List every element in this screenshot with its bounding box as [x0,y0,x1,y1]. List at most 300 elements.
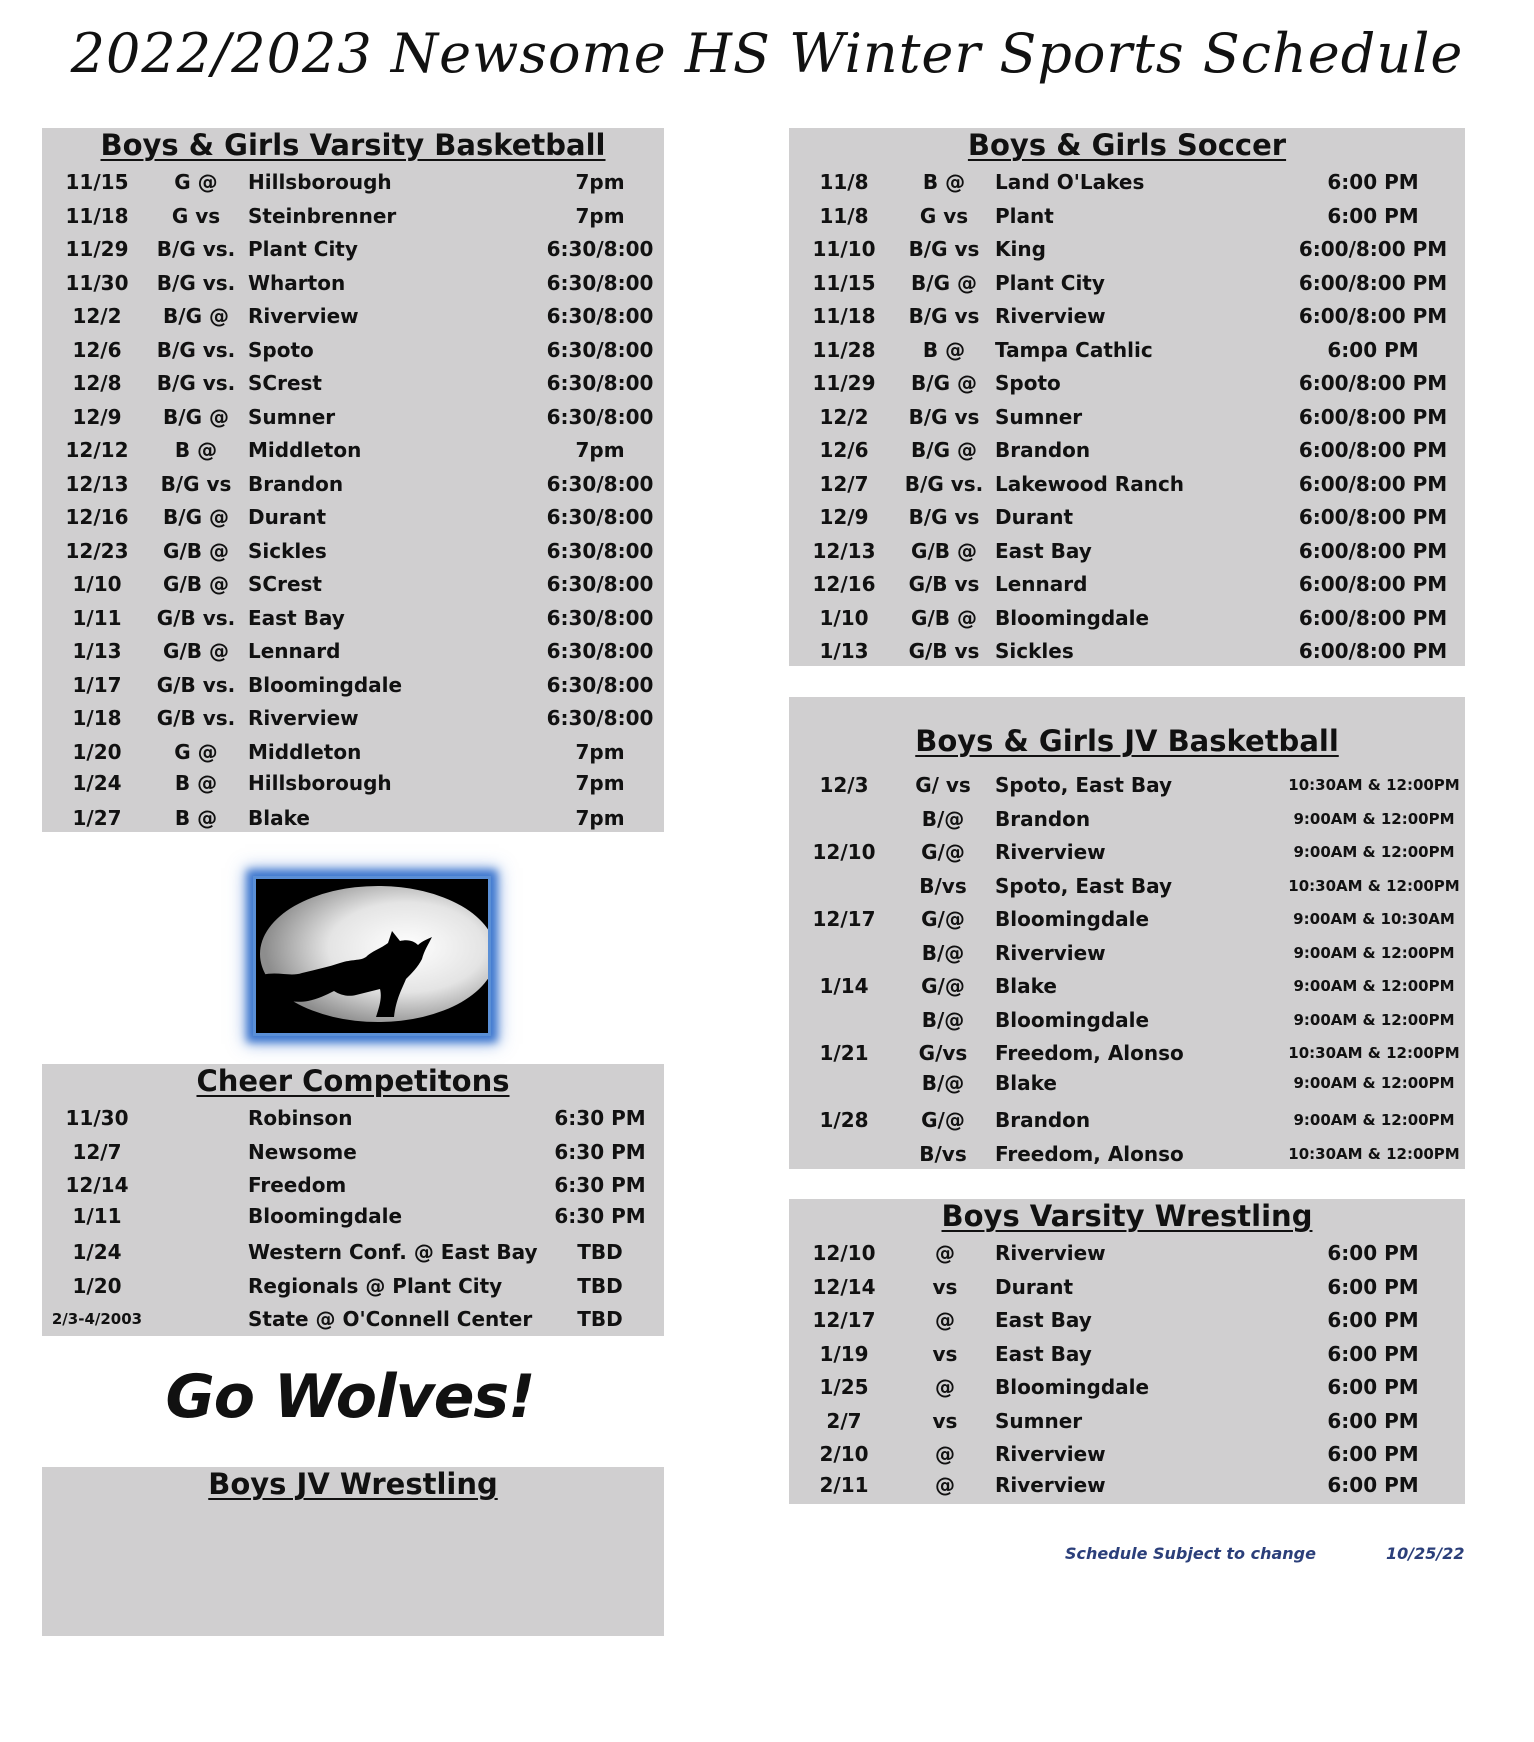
game-time: 9:00AM & 12:00PM [1293,1074,1455,1092]
game-time: 6:00/8:00 PM [1298,371,1448,395]
game-date: 12/9 [819,505,869,529]
game-date: 1/10 [819,605,869,630]
opponent: Brandon [995,806,1091,831]
team-venue: G/@ [921,1108,965,1132]
event-date: 11/30 [65,1106,129,1130]
game-date: 1/14 [819,974,869,998]
opponent: East Bay [995,538,1092,563]
game-time: 9:00AM & 12:00PM [1293,943,1455,962]
jv-basketball-row [789,803,1465,835]
opponent: Sumner [995,404,1083,429]
varsity-basketball-row [42,233,664,265]
game-time: 6:00 PM [1327,203,1419,228]
team-venue: B/G @ [163,304,229,328]
wrestling-title: Boys Varsity Wrestling [941,1199,1313,1233]
match-date: 2/11 [819,1472,869,1497]
game-date: 12/17 [812,907,876,931]
game-date: 12/16 [65,505,129,529]
cheer-row [42,1303,664,1335]
event-name: Newsome [248,1139,357,1164]
opponent: Riverview [995,1241,1106,1265]
match-time: 6:00 PM [1327,1341,1419,1366]
event-name: Regionals @ Plant City [248,1273,503,1298]
opponent: East Bay [995,1308,1092,1332]
team-venue: B/G vs. [156,337,236,362]
jv-basketball-row [789,1004,1465,1036]
team-venue: B/G vs [908,237,980,261]
game-date: 1/27 [72,805,122,830]
game-date: 12/23 [65,538,129,563]
team-venue: G/B vs. [156,706,236,730]
team-venue: G/B vs. [156,672,236,697]
soccer-row [789,635,1465,667]
opponent: Blake [248,805,310,830]
jv-basketball-row [789,1037,1465,1069]
opponent: Spoto, East Bay [995,773,1173,797]
team-venue: G/@ [921,974,965,998]
event-date: 12/7 [72,1139,122,1164]
cheer-row [42,1200,664,1232]
wrestling-row [789,1469,1465,1501]
team-venue: G/B @ [911,605,977,630]
team-venue: G @ [174,170,218,194]
match-date: 1/19 [819,1341,869,1366]
team-venue: G/ vs [915,773,971,797]
game-time: 10:30AM & 12:00PM [1288,1144,1460,1163]
opponent: SCrest [248,371,322,395]
game-time: 10:30AM & 12:00PM [1288,1044,1460,1062]
event-date: 1/24 [72,1240,122,1264]
cheer-row [42,1236,664,1268]
soccer-row [789,501,1465,533]
match-time: 6:00 PM [1327,1408,1419,1433]
page-title: 2022/2023 Newsome HS Winter Sports Schedule [70,22,1464,85]
soccer-row [789,200,1465,232]
cheer-title: Cheer Competitons [196,1064,510,1098]
team-venue: B @ [174,805,218,830]
opponent: Lennard [248,639,341,663]
game-date: 1/24 [72,770,122,795]
opponent: SCrest [248,572,322,596]
soccer-row [789,535,1465,567]
game-date: 11/10 [812,237,876,261]
game-time: 6:00/8:00 PM [1298,605,1448,630]
soccer-row [789,300,1465,332]
team-venue: G @ [174,739,218,764]
varsity-basketball-row [42,767,664,799]
game-date: 1/18 [72,706,122,730]
team-venue: B/G @ [163,505,229,529]
event-name: Freedom [248,1173,347,1197]
game-date: 1/20 [72,739,122,764]
event-time: TBD [577,1273,623,1298]
event-date: 1/20 [72,1273,122,1298]
game-date: 11/15 [812,270,876,295]
game-time: 6:30/8:00 [546,572,654,596]
team-venue: G/B @ [163,639,229,663]
opponent: Spoto, East Bay [995,873,1173,898]
jv-basketball-row [789,1067,1465,1099]
game-time: 9:00AM & 12:00PM [1293,977,1455,995]
varsity-basketball-row [42,669,664,701]
opponent: Durant [995,1274,1073,1299]
opponent: Bloomingdale [995,907,1150,931]
team-venue: B/@ [921,1007,965,1032]
event-name: Bloomingdale [248,1203,403,1228]
soccer-row [789,166,1465,198]
game-time: 6:00/8:00 PM [1298,270,1448,295]
game-date: 12/13 [812,538,876,563]
varsity-basketball-row [42,267,664,299]
game-date: 1/11 [72,605,122,630]
team-venue: B @ [174,770,218,795]
game-date: 12/8 [72,371,122,395]
opponent: Bloomingdale [995,605,1150,630]
jv-basketball-row [789,970,1465,1002]
opponent: Land O'Lakes [995,170,1145,194]
varsity-basketball-row [42,401,664,433]
game-date: 12/12 [65,438,129,462]
event-time: TBD [577,1307,623,1331]
game-time: 7pm [575,438,625,462]
game-time: 6:30/8:00 [546,404,654,429]
soccer-panel [789,128,1465,666]
opponent: Bloomingdale [248,672,403,697]
game-date: 12/10 [812,840,876,864]
game-time: 6:30/8:00 [546,337,654,362]
game-time: 9:00AM & 12:00PM [1293,809,1455,828]
opponent: Plant City [248,237,358,261]
team-venue: B/G vs. [904,471,984,496]
wrestling-row [789,1405,1465,1437]
game-time: 6:30/8:00 [546,371,654,395]
opponent: Blake [995,1071,1057,1095]
opponent: East Bay [248,605,345,630]
team-venue: B/G vs [160,471,232,496]
team-venue: B/G vs. [156,270,236,295]
howling-wolf-icon [256,879,488,1033]
game-date: 11/29 [65,237,129,261]
event-date: 12/14 [65,1173,129,1197]
opponent: Sumner [248,404,336,429]
cheer-row [42,1102,664,1134]
jv-basketball-row [789,937,1465,969]
varsity-basketball-row [42,602,664,634]
wrestling-row [789,1271,1465,1303]
opponent: Freedom, Alonso [995,1141,1184,1166]
varsity-basketball-row [42,468,664,500]
team-venue: G/B vs [908,639,980,663]
game-time: 6:00/8:00 PM [1298,538,1448,563]
team-venue: B/G @ [911,371,977,395]
game-date: 12/16 [812,572,876,596]
varsity-basketball-row [42,535,664,567]
home-away: vs [932,1274,958,1299]
game-date: 1/13 [72,639,122,663]
opponent: Lakewood Ranch [995,471,1185,496]
game-date: 11/8 [819,203,869,228]
match-time: 6:00 PM [1327,1375,1419,1399]
game-date: 1/17 [72,672,122,697]
game-time: 7pm [575,170,625,194]
team-venue: G/B vs [908,572,980,596]
opponent: Riverview [995,1442,1106,1466]
varsity-basketball-row [42,702,664,734]
event-date: 1/11 [72,1203,122,1228]
game-time: 6:00/8:00 PM [1298,471,1448,496]
game-time: 10:30AM & 12:00PM [1288,776,1460,794]
game-date: 11/15 [65,170,129,194]
game-date: 1/10 [72,572,122,596]
cheer-row [42,1136,664,1168]
opponent: Hillsborough [248,170,392,194]
match-date: 2/10 [819,1442,869,1466]
opponent: Sumner [995,1408,1083,1433]
team-venue: B/G vs [908,404,980,429]
game-time: 6:30/8:00 [546,270,654,295]
game-time: 6:30/8:00 [546,639,654,663]
varsity-basketball-row [42,501,664,533]
soccer-row [789,233,1465,265]
match-time: 6:00 PM [1327,1241,1419,1265]
game-date: 11/30 [65,270,129,295]
event-time: 6:30 PM [554,1173,646,1197]
event-time: 6:30 PM [554,1139,646,1164]
game-time: 6:00/8:00 PM [1298,438,1448,462]
team-venue: B/vs [919,873,967,898]
jv-wrestling-title: Boys JV Wrestling [208,1467,498,1501]
event-name: State @ O'Connell Center [248,1307,533,1331]
opponent: Brandon [995,1108,1091,1132]
match-time: 6:00 PM [1327,1308,1419,1332]
game-time: 6:00/8:00 PM [1298,404,1448,429]
game-date: 1/28 [819,1108,869,1132]
jv-basketball-row [789,836,1465,868]
wrestling-row [789,1304,1465,1336]
game-time: 6:30/8:00 [546,304,654,328]
opponent: Riverview [995,304,1106,328]
opponent: Middleton [248,438,362,462]
game-time: 7pm [575,805,625,830]
home-away: @ [935,1442,955,1466]
opponent: Spoto [995,371,1061,395]
match-time: 6:00 PM [1327,1442,1419,1466]
varsity-basketball-row [42,166,664,198]
game-time: 9:00AM & 12:00PM [1293,1010,1455,1029]
team-venue: B/G vs [908,505,980,529]
opponent: Durant [995,505,1073,529]
game-time: 6:00/8:00 PM [1298,505,1448,529]
wolf-logo [253,876,491,1036]
opponent: Middleton [248,739,362,764]
team-venue: B/G @ [163,404,229,429]
schedule-note: Schedule Subject to change [1065,1544,1316,1563]
varsity-basketball-row [42,334,664,366]
game-time: 10:30AM & 12:00PM [1288,876,1460,895]
game-date: 12/6 [72,337,122,362]
soccer-row [789,367,1465,399]
game-time: 7pm [575,770,625,795]
jv-basketball-row [789,1104,1465,1136]
match-date: 12/14 [812,1274,876,1299]
team-venue: B @ [922,170,966,194]
team-venue: B/G vs [908,304,980,328]
team-venue: B @ [174,438,218,462]
match-date: 12/10 [812,1241,876,1265]
match-time: 6:00 PM [1327,1472,1419,1497]
event-time: TBD [577,1240,623,1264]
wrestling-panel [789,1199,1465,1504]
team-venue: G/@ [921,907,965,931]
game-date: 11/18 [65,203,129,228]
jv-basketball-title: Boys & Girls JV Basketball [915,724,1339,758]
game-date: 12/2 [819,404,869,429]
game-time: 9:00AM & 10:30AM [1293,910,1455,928]
team-venue: G/B @ [163,538,229,563]
varsity-basketball-row [42,802,664,834]
opponent: Tampa Cathlic [995,337,1153,362]
game-time: 6:00/8:00 PM [1298,572,1448,596]
opponent: Brandon [248,471,344,496]
team-venue: G vs [919,203,969,228]
wrestling-row [789,1338,1465,1370]
opponent: East Bay [995,1341,1092,1366]
team-venue: B/G @ [911,270,977,295]
varsity-basketball-panel [42,128,664,832]
game-time: 6:30/8:00 [546,538,654,563]
game-time: 6:30/8:00 [546,706,654,730]
event-name: Western Conf. @ East Bay [248,1240,538,1264]
schedule-date: 10/25/22 [1386,1544,1465,1563]
cheer-panel [42,1064,664,1336]
home-away: @ [935,1472,955,1497]
opponent: Plant [995,203,1054,228]
team-venue: G vs [171,203,221,228]
wrestling-row [789,1237,1465,1269]
jv-basketball-row [789,769,1465,801]
varsity-basketball-title: Boys & Girls Varsity Basketball [100,128,606,162]
opponent: Riverview [995,1472,1106,1497]
soccer-row [789,334,1465,366]
opponent: Steinbrenner [248,203,397,228]
game-time: 6:00 PM [1327,337,1419,362]
team-venue: B @ [922,337,966,362]
game-time: 6:00/8:00 PM [1298,237,1448,261]
varsity-basketball-row [42,736,664,768]
game-date: 11/28 [812,337,876,362]
game-time: 7pm [575,203,625,228]
game-date: 11/29 [812,371,876,395]
game-date: 11/18 [812,304,876,328]
match-date: 1/25 [819,1375,869,1399]
opponent: Bloomingdale [995,1375,1150,1399]
cheer-row [42,1169,664,1201]
varsity-basketball-row [42,635,664,667]
varsity-basketball-row [42,434,664,466]
opponent: Plant City [995,270,1105,295]
home-away: @ [935,1308,955,1332]
match-date: 12/17 [812,1308,876,1332]
event-date: 2/3-4/2003 [51,1310,143,1328]
team-venue: B/G vs. [156,237,236,261]
game-time: 7pm [575,739,625,764]
jv-wrestling-panel [42,1467,664,1636]
game-time: 9:00AM & 12:00PM [1293,1111,1455,1129]
home-away: @ [935,1375,955,1399]
match-time: 6:00 PM [1327,1274,1419,1299]
game-time: 6:30/8:00 [546,471,654,496]
opponent: Brandon [995,438,1091,462]
varsity-basketball-row [42,200,664,232]
soccer-row [789,602,1465,634]
opponent: Hillsborough [248,770,392,795]
team-venue: B/G vs. [156,371,236,395]
opponent: Riverview [248,706,359,730]
jv-basketball-row [789,1138,1465,1170]
event-time: 6:30 PM [554,1203,646,1228]
game-time: 6:30/8:00 [546,672,654,697]
team-venue: B/@ [921,806,965,831]
wrestling-row [789,1438,1465,1470]
varsity-basketball-row [42,367,664,399]
varsity-basketball-row [42,568,664,600]
game-time: 6:30/8:00 [546,605,654,630]
game-time: 6:00/8:00 PM [1298,639,1448,663]
opponent: Wharton [248,270,346,295]
home-away: vs [932,1341,958,1366]
team-venue: B/vs [919,1141,967,1166]
soccer-row [789,434,1465,466]
home-away: vs [932,1408,958,1433]
opponent: Bloomingdale [995,1007,1150,1032]
game-date: 12/6 [819,438,869,462]
game-date: 12/13 [65,471,129,496]
soccer-row [789,267,1465,299]
game-date: 12/7 [819,471,869,496]
jv-basketball-row [789,870,1465,902]
soccer-row [789,468,1465,500]
cheer-row [42,1270,664,1302]
jv-basketball-panel [789,697,1465,1169]
game-date: 12/2 [72,304,122,328]
opponent: Lennard [995,572,1088,596]
team-venue: G/B @ [911,538,977,563]
team-venue: B/@ [921,1071,965,1095]
opponent: Blake [995,974,1057,998]
wrestling-row [789,1371,1465,1403]
varsity-basketball-row [42,300,664,332]
go-wolves-slogan: Go Wolves! [165,1362,535,1432]
game-time: 6:30/8:00 [546,505,654,529]
event-name: Robinson [248,1106,353,1130]
game-time: 9:00AM & 12:00PM [1293,843,1455,861]
event-time: 6:30 PM [554,1106,646,1130]
team-venue: B/@ [921,940,965,965]
game-time: 6:00 PM [1327,170,1419,194]
opponent: Spoto [248,337,314,362]
team-venue: G/B @ [163,572,229,596]
opponent: Sickles [995,639,1074,663]
game-date: 12/9 [72,404,122,429]
team-venue: G/B vs. [156,605,236,630]
team-venue: B/G @ [911,438,977,462]
opponent: Riverview [248,304,359,328]
team-venue: G/vs [918,1041,968,1065]
soccer-title: Boys & Girls Soccer [967,128,1287,162]
game-date: 11/8 [819,170,869,194]
opponent: King [995,237,1046,261]
game-date: 12/3 [819,773,869,797]
